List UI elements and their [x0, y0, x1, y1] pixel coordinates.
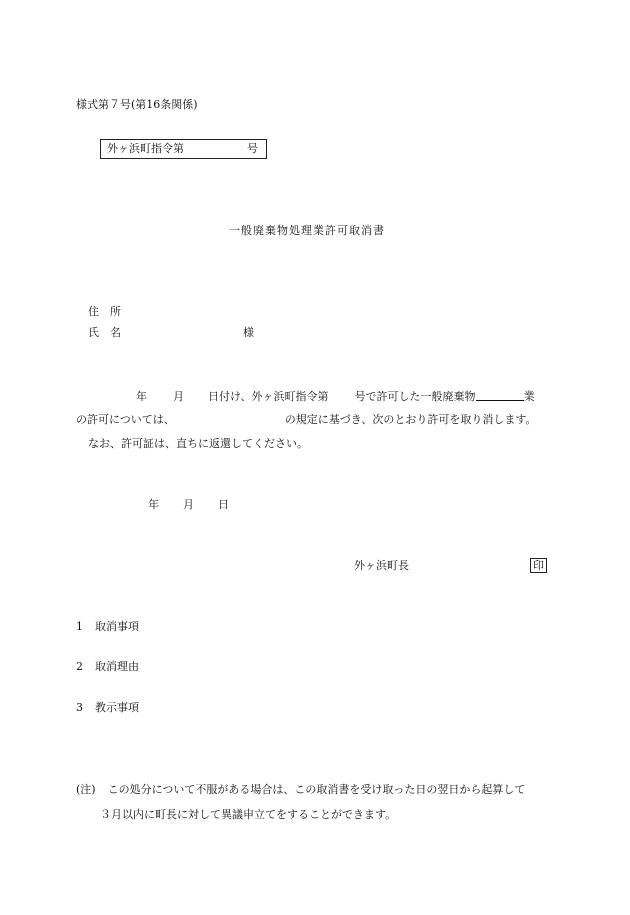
- body-line-1: [76, 389, 535, 404]
- body-month: 月: [173, 390, 184, 403]
- note-marker: (注): [76, 783, 96, 796]
- issue-date: [148, 498, 229, 512]
- date-day: 日: [218, 498, 229, 511]
- item-number: 2: [76, 660, 83, 673]
- body-text-2: 号で許可した一般廃棄物: [354, 390, 476, 403]
- item-number: 1: [76, 620, 83, 633]
- item-2: [76, 660, 139, 674]
- date-month: 月: [183, 498, 194, 511]
- note-line-2: ３月以内に町長に対して異議申立てをすることができます。: [100, 808, 397, 821]
- note-line-1: [76, 783, 525, 797]
- note-text-1: この処分について不服がある場合は、この取消書を受け取った日の翌日から起算して: [107, 783, 526, 796]
- form-number: 様式第７号(第16条関係): [76, 98, 198, 111]
- seal-mark: 印: [530, 558, 547, 573]
- item-label: 取消事項: [95, 620, 139, 633]
- business-type-blank: [476, 389, 524, 401]
- name-label: 氏 名: [88, 326, 121, 339]
- item-label: 取消理由: [95, 660, 139, 673]
- body-business-suffix: 業: [523, 390, 535, 403]
- item-1: [76, 620, 139, 634]
- issuer-name: 外ヶ浜町長: [354, 559, 409, 572]
- date-year: 年: [148, 498, 159, 511]
- body-line-2-end: の規定に基づき、次のとおり許可を取り消します。: [284, 413, 537, 426]
- honorific: 様: [243, 326, 254, 339]
- body-line-3: なお、許可証は、直ちに返還してください。: [88, 437, 308, 450]
- body-line-2: [76, 413, 536, 427]
- item-number: 3: [76, 701, 83, 714]
- item-3: [76, 701, 139, 715]
- reference-box: [100, 139, 267, 159]
- reference-prefix: 外ヶ浜町指令第: [107, 142, 184, 155]
- body-line-2-start: の許可については、: [76, 413, 175, 426]
- reference-suffix: 号: [247, 142, 258, 155]
- body-year: 年: [136, 390, 147, 403]
- body-text: 日付け、外ヶ浜町指令第: [208, 390, 329, 403]
- document-title: 一般廃棄物処理業許可取消書: [229, 224, 385, 237]
- address-label: 住 所: [88, 305, 121, 318]
- item-label: 教示事項: [95, 701, 139, 714]
